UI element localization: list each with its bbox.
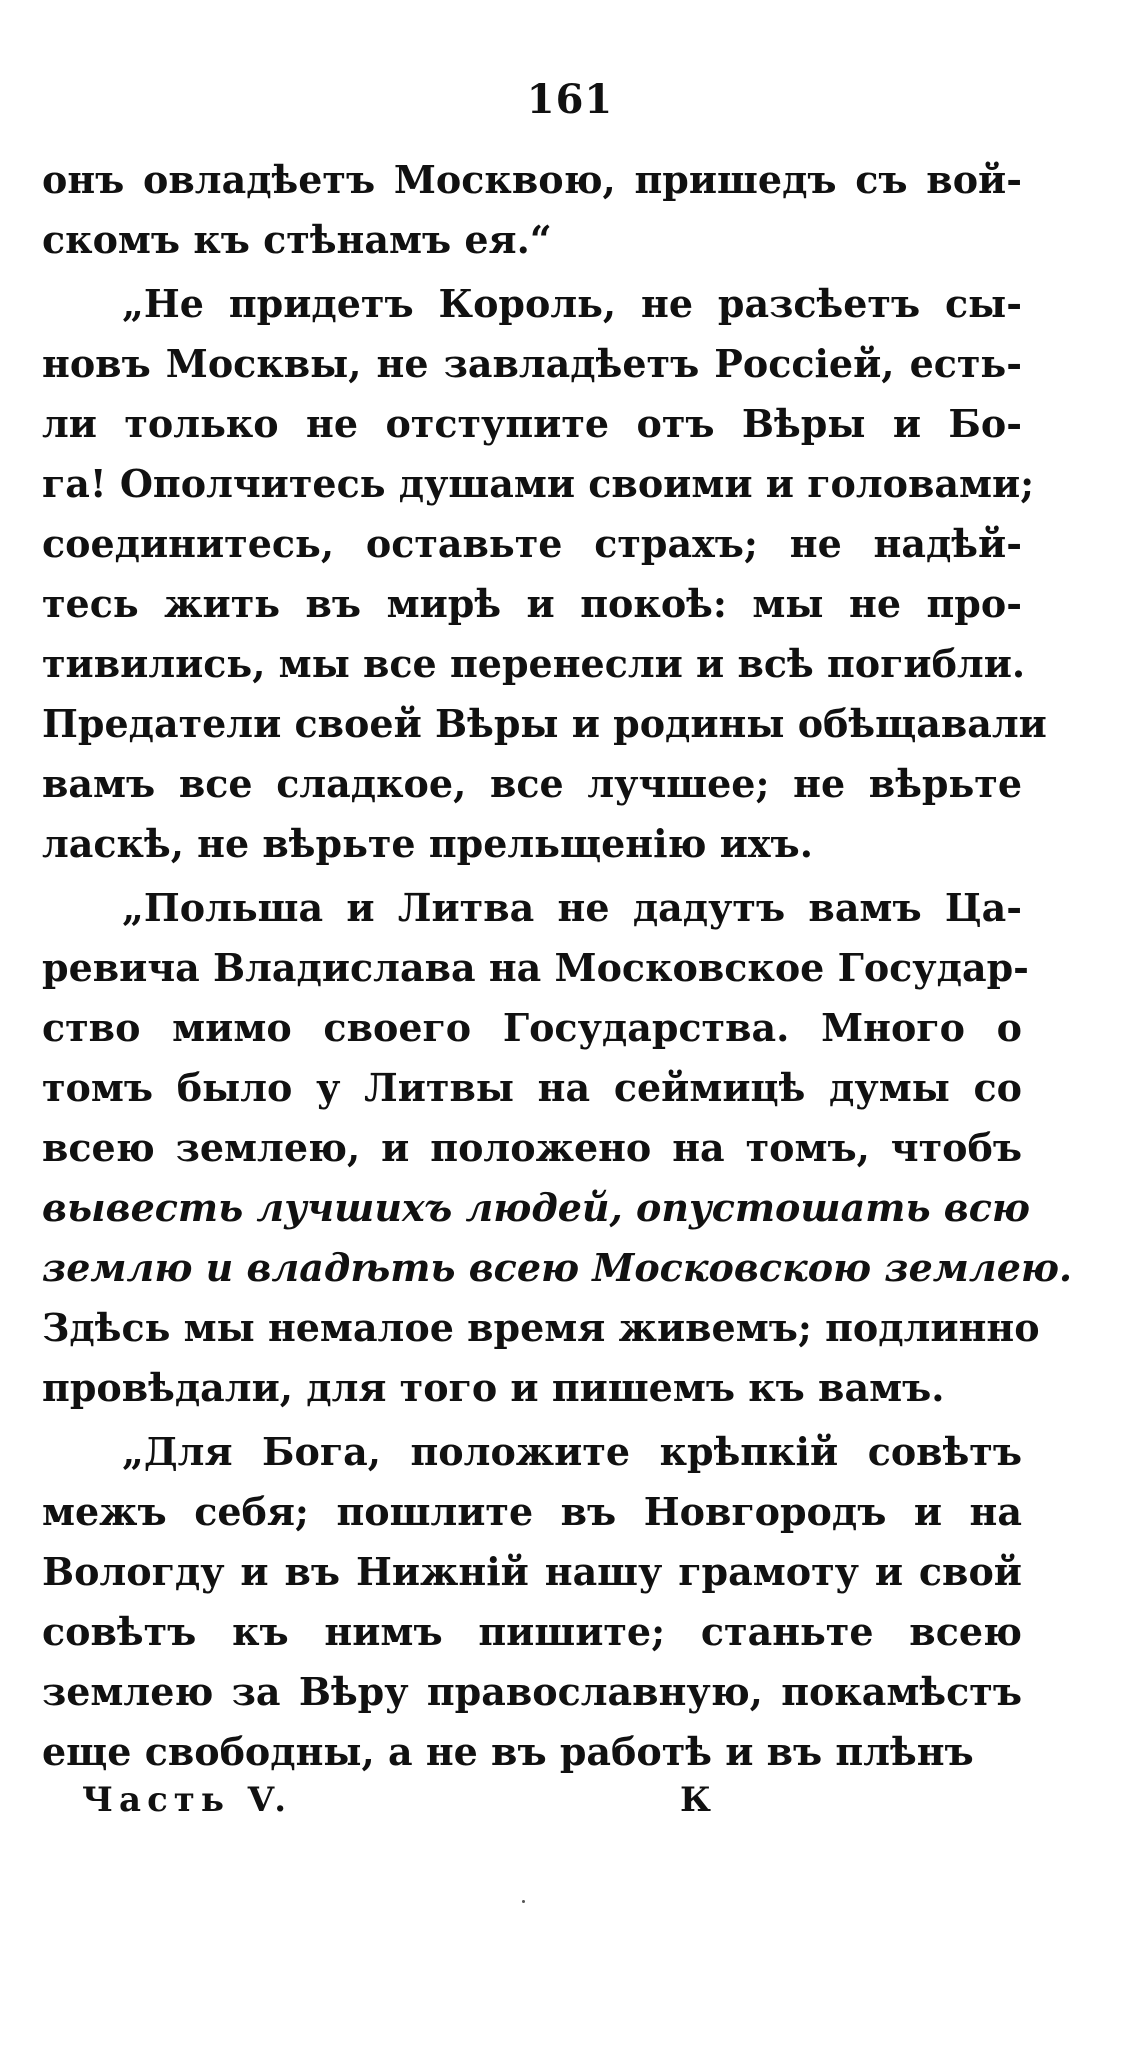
text-line: томъ было у Литвы на сеймицѣ думы со [42, 1065, 1022, 1110]
text-line: Вологду и въ Нижнiй нашу грамоту и свой [42, 1549, 1022, 1594]
text-line: новъ Москвы, не завладѣетъ Россiей, есть- [42, 341, 1022, 386]
text-line: га! Ополчитесь душами своими и головами; [42, 461, 1035, 506]
text-line: тивились, мы все перенесли и всѣ погибли. [42, 641, 1026, 686]
text-line: межъ себя; пошлите въ Новгородъ и на [42, 1489, 1022, 1534]
page-footer [82, 1780, 982, 1830]
text-line: совѣтъ къ нимъ пишите; станьте всею [42, 1609, 1022, 1654]
text-line: „Польша и Литва не дадутъ вамъ Ца- [122, 885, 1022, 930]
text-line: ревича Владислава на Московское Государ- [42, 945, 1029, 990]
text-line: „Для Бога, положите крѣпкiй совѣтъ [122, 1429, 1022, 1474]
body-text [42, 150, 1073, 1782]
part-label: Часть V. [82, 1780, 293, 1820]
text-line: еще свободны, а не въ работѣ и въ плѣнъ [42, 1729, 974, 1774]
text-line: ли только не отступите отъ Вѣры и Бо- [42, 401, 1022, 446]
text-line: онъ овладѣетъ Москвою, пришедъ съ вой- [42, 157, 1022, 202]
page-number: 161 [526, 76, 614, 123]
text-line: соединитесь, оставьте страхъ; не надѣй- [42, 521, 1022, 566]
text-line: вамъ все сладкое, все лучшее; не вѣрьте [42, 761, 1022, 806]
text-line: всею землею, и положено на томъ, чтобъ [42, 1125, 1022, 1170]
paper-speck [522, 1900, 525, 1903]
text-line: „Не придетъ Король, не разсѣетъ сы- [122, 281, 1022, 326]
text-line: вывесть лучшихъ людей, опустошать всю [42, 1185, 1030, 1230]
text-line: ласкѣ, не вѣрьте прельщенiю ихъ. [42, 821, 813, 866]
text-line: провѣдали, для того и пишемъ къ вамъ. [42, 1365, 945, 1410]
text-line: тесь жить въ мирѣ и покоѣ: мы не про- [42, 581, 1022, 626]
text-line: Предатели своей Вѣры и родины обѣщавали [42, 701, 1047, 746]
text-line: ство мимо своего Государства. Много о [42, 1005, 1022, 1050]
text-line: землею за Вѣру православную, покамѣстъ [42, 1669, 1022, 1714]
text-line: землю и владѣть всею Московскою землею. [42, 1245, 1073, 1290]
text-line: скомъ къ стѣнамъ ея.“ [42, 217, 552, 262]
signature-mark: К [680, 1780, 711, 1820]
text-line: Здѣсь мы немалое время живемъ; подлинно [42, 1305, 1040, 1350]
